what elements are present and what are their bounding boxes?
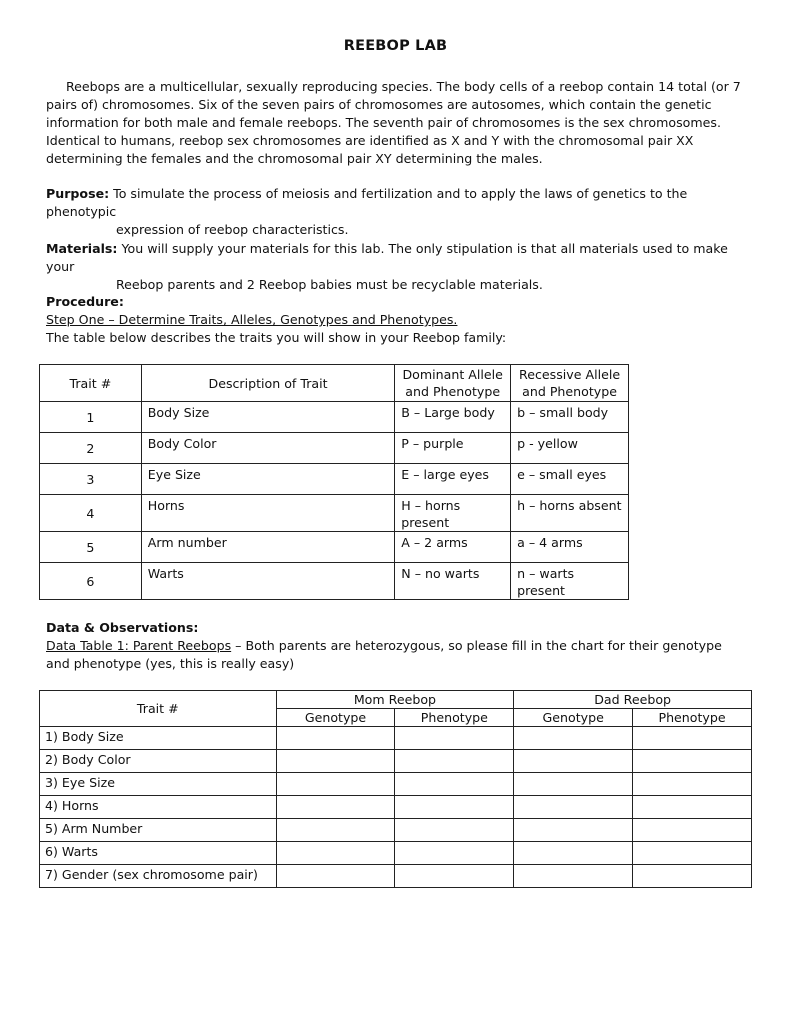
mom-genotype-cell[interactable] <box>276 750 395 773</box>
dad-genotype-cell[interactable] <box>514 819 633 842</box>
dad-genotype-cell[interactable] <box>514 773 633 796</box>
traits-header-dominant: Dominant Allele and Phenotype <box>395 365 511 402</box>
parent-trait-label: 1) Body Size <box>40 727 277 750</box>
dad-phenotype-cell[interactable] <box>633 796 752 819</box>
trait-dominant: B – Large body <box>395 402 511 433</box>
materials-text-line2: Reebop parents and 2 Reebop babies must be recyclable materials. <box>116 277 543 292</box>
table-row <box>40 532 629 563</box>
table-row <box>40 773 752 796</box>
traits-table-header-row <box>40 365 629 402</box>
trait-description: Eye Size <box>141 464 394 495</box>
trait-description: Arm number <box>141 532 394 563</box>
dad-genotype-header: Genotype <box>514 709 633 727</box>
table-row <box>40 796 752 819</box>
trait-number: 6 <box>40 563 142 600</box>
parents-header-dad: Dad Reebop <box>514 691 752 709</box>
purpose-text-line1: To simulate the process of meiosis and fertilization and to apply the laws of genetics to the phenotypic <box>46 186 688 219</box>
parents-header-mom: Mom Reebop <box>276 691 514 709</box>
parents-header-trait: Trait # <box>40 691 277 727</box>
data-table-1-label: Data Table 1: Parent Reebops <box>46 638 232 653</box>
traits-table <box>39 364 629 600</box>
data-table-1-caption <box>46 637 746 673</box>
mom-genotype-cell[interactable] <box>276 727 395 750</box>
trait-description: Body Color <box>141 433 394 464</box>
purpose-section <box>46 185 746 239</box>
parent-trait-label: 2) Body Color <box>40 750 277 773</box>
traits-header-trait-num: Trait # <box>40 365 142 402</box>
materials-text-line1: You will supply your materials for this lab. The only stipulation is that all materials used to make your <box>46 241 728 274</box>
trait-number: 2 <box>40 433 142 464</box>
traits-table-intro: The table below describes the traits you will show in your Reebop family: <box>46 330 507 345</box>
dad-phenotype-cell[interactable] <box>633 842 752 865</box>
trait-description: Warts <box>141 563 394 600</box>
trait-recessive: h – horns absent <box>511 495 629 532</box>
table-row <box>40 402 629 433</box>
trait-dominant: P – purple <box>395 433 511 464</box>
dad-phenotype-cell[interactable] <box>633 750 752 773</box>
mom-phenotype-cell[interactable] <box>395 727 514 750</box>
trait-recessive: a – 4 arms <box>511 532 629 563</box>
trait-description: Horns <box>141 495 394 532</box>
dad-genotype-cell[interactable] <box>514 750 633 773</box>
dad-phenotype-cell[interactable] <box>633 819 752 842</box>
table-row <box>40 727 752 750</box>
parents-header-row-1 <box>40 691 752 709</box>
traits-header-description: Description of Trait <box>141 365 394 402</box>
trait-number: 5 <box>40 532 142 563</box>
mom-genotype-cell[interactable] <box>276 819 395 842</box>
materials-label: Materials: <box>46 241 118 256</box>
dad-phenotype-cell[interactable] <box>633 773 752 796</box>
table-row <box>40 433 629 464</box>
mom-phenotype-cell[interactable] <box>395 773 514 796</box>
trait-recessive: b – small body <box>511 402 629 433</box>
mom-phenotype-cell[interactable] <box>395 865 514 888</box>
table-row <box>40 865 752 888</box>
materials-section <box>46 240 746 294</box>
mom-phenotype-cell[interactable] <box>395 819 514 842</box>
purpose-text-line2: expression of reebop characteristics. <box>116 222 349 237</box>
table-row <box>40 750 752 773</box>
trait-dominant: E – large eyes <box>395 464 511 495</box>
parent-trait-label: 3) Eye Size <box>40 773 277 796</box>
intro-paragraph: Reebops are a multicellular, sexually reproducing species. The body cells of a reebop contain 14 total (or 7 pairs of) chromosomes. Six of the seven pairs of chromosomes are autosomes, which contain the genetic information for both male and female reebops. The seventh pair of chromosomes is the sex chromosomes. Identical to humans, reebop sex chromosomes are identified as X and Y with the chromosomal pair XX determining the females and the chromosomal pair XY determining the males. <box>46 79 741 166</box>
table-row <box>40 464 629 495</box>
trait-dominant: N – no warts <box>395 563 511 600</box>
purpose-label: Purpose: <box>46 186 110 201</box>
trait-dominant: A – 2 arms <box>395 532 511 563</box>
trait-recessive: p - yellow <box>511 433 629 464</box>
mom-phenotype-cell[interactable] <box>395 750 514 773</box>
mom-genotype-cell[interactable] <box>276 773 395 796</box>
trait-dominant: H – horns present <box>395 495 511 532</box>
parent-trait-label: 4) Horns <box>40 796 277 819</box>
mom-genotype-cell[interactable] <box>276 796 395 819</box>
dad-phenotype-cell[interactable] <box>633 865 752 888</box>
mom-genotype-header: Genotype <box>276 709 395 727</box>
trait-number: 4 <box>40 495 142 532</box>
procedure-heading: Procedure: <box>46 294 124 309</box>
trait-description: Body Size <box>141 402 394 433</box>
dad-phenotype-header: Phenotype <box>633 709 752 727</box>
data-observations-heading: Data & Observations: <box>46 620 199 635</box>
parent-trait-label: 6) Warts <box>40 842 277 865</box>
dad-genotype-cell[interactable] <box>514 865 633 888</box>
trait-number: 1 <box>40 402 142 433</box>
table-row <box>40 842 752 865</box>
table-row <box>40 819 752 842</box>
trait-recessive: n – warts present <box>511 563 629 600</box>
mom-phenotype-cell[interactable] <box>395 796 514 819</box>
parent-trait-label: 7) Gender (sex chromosome pair) <box>40 865 277 888</box>
page-title: REEBOP LAB <box>343 38 448 54</box>
dad-phenotype-cell[interactable] <box>633 727 752 750</box>
table-row <box>40 495 629 532</box>
data-table-1-text: – Both parents are heterozygous, so please fill in the chart for their genotype and phenotype (yes, this is really easy) <box>46 638 722 671</box>
mom-phenotype-header: Phenotype <box>395 709 514 727</box>
traits-header-recessive: Recessive Allele and Phenotype <box>511 365 629 402</box>
mom-genotype-cell[interactable] <box>276 842 395 865</box>
mom-genotype-cell[interactable] <box>276 865 395 888</box>
parent-trait-label: 5) Arm Number <box>40 819 277 842</box>
dad-genotype-cell[interactable] <box>514 842 633 865</box>
dad-genotype-cell[interactable] <box>514 727 633 750</box>
trait-recessive: e – small eyes <box>511 464 629 495</box>
dad-genotype-cell[interactable] <box>514 796 633 819</box>
mom-phenotype-cell[interactable] <box>395 842 514 865</box>
step-one-heading: Step One – Determine Traits, Alleles, Genotypes and Phenotypes. <box>46 312 458 327</box>
trait-number: 3 <box>40 464 142 495</box>
table-row <box>40 563 629 600</box>
parent-reebops-table <box>39 690 752 888</box>
